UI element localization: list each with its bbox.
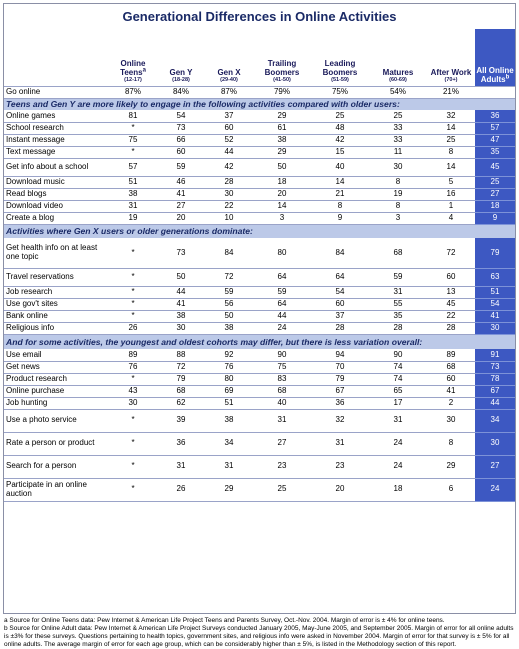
age-range: (51-59) xyxy=(331,76,349,83)
table-cell: 60 xyxy=(205,122,253,134)
row-label: Download video xyxy=(4,200,109,212)
column-header xyxy=(109,29,157,86)
table-cell: 31 xyxy=(157,455,205,478)
table-cell: 9 xyxy=(475,212,515,224)
row-label: Bank online xyxy=(4,310,109,322)
table-cell: 80 xyxy=(253,238,311,268)
column-header xyxy=(369,29,427,86)
table-cell: 45 xyxy=(427,298,475,310)
table-row xyxy=(4,361,515,373)
footnote: a Source for Online Teens data: Pew Internet & American Life Project Teens and Parents Survey, Oct.-Nov. 2004. Margin of error is ± 4% for online teens. xyxy=(4,617,445,624)
table-cell: 18 xyxy=(369,478,427,501)
row-label: Go online xyxy=(4,86,109,98)
table-cell: 50 xyxy=(253,158,311,176)
table-cell: 72 xyxy=(157,361,205,373)
table-cell: 75 xyxy=(253,361,311,373)
column-header xyxy=(427,29,475,86)
section-title: And for some activities, the youngest and oldest cohorts may differ, but there is less variation overall: xyxy=(4,334,515,349)
row-label: Rate a person or product xyxy=(4,432,109,455)
age-range: (70+) xyxy=(444,76,458,83)
row-label: Read blogs xyxy=(4,188,109,200)
table-cell: * xyxy=(109,455,157,478)
table-cell: 1 xyxy=(427,200,475,212)
table-cell: 8 xyxy=(427,146,475,158)
age-range: (60-69) xyxy=(389,76,407,83)
table-cell: 75% xyxy=(311,86,369,98)
table-cell: 87% xyxy=(205,86,253,98)
table-row xyxy=(4,286,515,298)
table-cell: 43 xyxy=(109,385,157,397)
table-cell: 80 xyxy=(205,373,253,385)
table-cell: 37 xyxy=(205,110,253,122)
table-cell: 28 xyxy=(427,322,475,334)
table-cell: 52 xyxy=(205,134,253,146)
table-cell: 36 xyxy=(311,397,369,409)
table-cell: 48 xyxy=(311,122,369,134)
table-cell: * xyxy=(109,146,157,158)
table-row xyxy=(4,200,515,212)
table-cell: 67 xyxy=(311,385,369,397)
table-cell: 68 xyxy=(369,238,427,268)
table-cell: 24 xyxy=(369,455,427,478)
table-cell: 8 xyxy=(369,200,427,212)
table-cell: 59 xyxy=(157,158,205,176)
table-cell: 5 xyxy=(427,176,475,188)
row-label: Get health info on at least one topic xyxy=(4,238,109,268)
table-cell: 4 xyxy=(427,212,475,224)
table-cell: 40 xyxy=(311,158,369,176)
table-cell: 74 xyxy=(369,361,427,373)
row-label: Job hunting xyxy=(4,397,109,409)
table-row xyxy=(4,298,515,310)
table-row xyxy=(4,349,515,361)
table-cell: 22 xyxy=(205,200,253,212)
table-cell: 73 xyxy=(157,122,205,134)
column-header xyxy=(253,29,311,86)
table-cell: 35 xyxy=(369,310,427,322)
table-cell: 50 xyxy=(157,268,205,286)
table-cell: 20 xyxy=(253,188,311,200)
table-cell: 89 xyxy=(109,349,157,361)
table-cell: 84 xyxy=(311,238,369,268)
table-cell: 41 xyxy=(157,188,205,200)
table-cell: 34 xyxy=(475,409,515,432)
row-label: Create a blog xyxy=(4,212,109,224)
header-row xyxy=(4,29,515,86)
row-label: Travel reservations xyxy=(4,268,109,286)
table-cell: 19 xyxy=(369,188,427,200)
section-header-row xyxy=(4,334,515,349)
table-cell: 27 xyxy=(475,188,515,200)
row-label: Text message xyxy=(4,146,109,158)
table-cell: 8 xyxy=(369,176,427,188)
table-cell: 38 xyxy=(157,310,205,322)
table-cell: 46 xyxy=(157,176,205,188)
table-cell: 41 xyxy=(157,298,205,310)
table-cell: 25 xyxy=(369,110,427,122)
table-cell: 27 xyxy=(157,200,205,212)
table-cell: 30 xyxy=(157,322,205,334)
table-cell: 6 xyxy=(427,478,475,501)
table-row xyxy=(4,212,515,224)
table-cell: 59 xyxy=(253,286,311,298)
table-cell: 20 xyxy=(311,478,369,501)
column-header-label: Online Teens xyxy=(120,58,146,77)
table-cell: 61 xyxy=(253,122,311,134)
table-cell: 64 xyxy=(253,268,311,286)
table-cell: 60 xyxy=(427,373,475,385)
table-row xyxy=(4,478,515,501)
table-cell: 35 xyxy=(475,146,515,158)
column-header xyxy=(205,29,253,86)
table-cell: * xyxy=(109,409,157,432)
page-title: Generational Differences in Online Activities xyxy=(122,9,397,24)
table-cell: 31 xyxy=(311,432,369,455)
table-cell: 79 xyxy=(311,373,369,385)
table-cell: 66 xyxy=(157,134,205,146)
table-cell: 36 xyxy=(157,432,205,455)
table-cell: 28 xyxy=(311,322,369,334)
table-cell: 20 xyxy=(157,212,205,224)
table-cell: 29 xyxy=(253,146,311,158)
table-cell: 79 xyxy=(157,373,205,385)
table-row xyxy=(4,188,515,200)
table-cell: 60 xyxy=(427,268,475,286)
table-row xyxy=(4,373,515,385)
table-row xyxy=(4,146,515,158)
table-cell: 72% xyxy=(475,86,515,98)
table-frame xyxy=(3,3,516,614)
table-cell: 42 xyxy=(311,134,369,146)
table-cell: 30 xyxy=(109,397,157,409)
table-cell: 21% xyxy=(427,86,475,98)
table-cell: 26 xyxy=(157,478,205,501)
table-cell: 54 xyxy=(311,286,369,298)
table-cell: 51 xyxy=(475,286,515,298)
table-cell: 44 xyxy=(205,146,253,158)
table-cell: 8 xyxy=(427,432,475,455)
table-row xyxy=(4,322,515,334)
table-cell: 68 xyxy=(157,385,205,397)
table-cell: 62 xyxy=(157,397,205,409)
table-row xyxy=(4,238,515,268)
table-cell: 14 xyxy=(311,176,369,188)
table-cell: 25 xyxy=(475,176,515,188)
table-cell: 90 xyxy=(253,349,311,361)
table-cell: 31 xyxy=(109,200,157,212)
table-row xyxy=(4,122,515,134)
table-cell: * xyxy=(109,298,157,310)
table-cell: 9 xyxy=(311,212,369,224)
table-cell: 73 xyxy=(157,238,205,268)
column-header-label: Trailing Boomers xyxy=(264,58,300,77)
row-label: Online games xyxy=(4,110,109,122)
table-row xyxy=(4,176,515,188)
row-label: Product research xyxy=(4,373,109,385)
table-cell: 81 xyxy=(109,110,157,122)
table-cell: 88 xyxy=(157,349,205,361)
table-cell: 38 xyxy=(253,134,311,146)
table-cell: 28 xyxy=(205,176,253,188)
table-cell: 14 xyxy=(427,122,475,134)
table-cell: 30 xyxy=(369,158,427,176)
table-cell: 2 xyxy=(427,397,475,409)
table-cell: 57 xyxy=(109,158,157,176)
table-cell: 31 xyxy=(369,409,427,432)
table-cell: 45 xyxy=(475,158,515,176)
table-cell: 31 xyxy=(369,286,427,298)
column-header xyxy=(311,29,369,86)
row-label: Participate in an online auction xyxy=(4,478,109,501)
footnotes xyxy=(4,617,516,649)
table-cell: 25 xyxy=(311,110,369,122)
table-cell: 44 xyxy=(157,286,205,298)
table-cell: 32 xyxy=(427,110,475,122)
table-cell: 54% xyxy=(369,86,427,98)
row-label: Religious info xyxy=(4,322,109,334)
table-cell: 84 xyxy=(205,238,253,268)
table-cell: 39 xyxy=(157,409,205,432)
table-cell: 72 xyxy=(205,268,253,286)
column-header-label: Matures xyxy=(382,67,414,77)
section-title: Teens and Gen Y are more likely to engage in the following activities compared with older users: xyxy=(4,98,515,110)
table-cell: 3 xyxy=(253,212,311,224)
table-cell: 76 xyxy=(205,361,253,373)
table-cell: 18 xyxy=(253,176,311,188)
row-label: Instant message xyxy=(4,134,109,146)
table-row xyxy=(4,455,515,478)
table-cell: 8 xyxy=(311,200,369,212)
section-title: Activities where Gen X users or older generations dominate: xyxy=(4,224,515,238)
table-cell: 50 xyxy=(205,310,253,322)
table-cell: 78 xyxy=(475,373,515,385)
table-cell: 68 xyxy=(253,385,311,397)
go-online-row xyxy=(4,86,515,98)
table-cell: * xyxy=(109,238,157,268)
table-cell: 69 xyxy=(205,385,253,397)
column-header-label: All Online Adults xyxy=(476,65,514,84)
row-label: Use email xyxy=(4,349,109,361)
row-label: Job research xyxy=(4,286,109,298)
table-cell: 21 xyxy=(311,188,369,200)
table-cell: 14 xyxy=(427,158,475,176)
table-cell: 60 xyxy=(157,146,205,158)
table-cell: * xyxy=(109,373,157,385)
table-row xyxy=(4,432,515,455)
row-label: Online purchase xyxy=(4,385,109,397)
row-label: Use gov't sites xyxy=(4,298,109,310)
row-label: School research xyxy=(4,122,109,134)
table-cell: 33 xyxy=(369,122,427,134)
row-label: Use a photo service xyxy=(4,409,109,432)
table-cell: * xyxy=(109,310,157,322)
table-row xyxy=(4,134,515,146)
table-cell: 89 xyxy=(427,349,475,361)
table-cell: 87% xyxy=(109,86,157,98)
table-cell: 57 xyxy=(475,122,515,134)
table-cell: 30 xyxy=(427,409,475,432)
table-cell: 37 xyxy=(311,310,369,322)
table-cell: 64 xyxy=(253,298,311,310)
age-range: (29-40) xyxy=(220,76,238,83)
table-cell: 34 xyxy=(205,432,253,455)
table-cell: 41 xyxy=(427,385,475,397)
table-cell: 38 xyxy=(205,409,253,432)
table-cell: 13 xyxy=(427,286,475,298)
header-blank xyxy=(4,29,109,86)
table-cell: 84% xyxy=(157,86,205,98)
table-cell: 30 xyxy=(205,188,253,200)
table-cell: 73 xyxy=(475,361,515,373)
age-range: (18-28) xyxy=(172,76,190,83)
column-header-label: Leading Boomers xyxy=(322,58,358,77)
section-header-row xyxy=(4,224,515,238)
activities-table xyxy=(4,29,515,502)
table-cell: 24 xyxy=(369,432,427,455)
table-row xyxy=(4,397,515,409)
table-cell: 60 xyxy=(311,298,369,310)
table-row xyxy=(4,268,515,286)
table-cell: 33 xyxy=(369,134,427,146)
table-row xyxy=(4,110,515,122)
row-label: Download music xyxy=(4,176,109,188)
row-label: Get news xyxy=(4,361,109,373)
table-cell: 94 xyxy=(311,349,369,361)
table-cell: 16 xyxy=(427,188,475,200)
table-cell: 56 xyxy=(205,298,253,310)
table-row xyxy=(4,409,515,432)
age-range: (12-17) xyxy=(124,76,142,83)
row-label: Search for a person xyxy=(4,455,109,478)
row-label: Get info about a school xyxy=(4,158,109,176)
table-cell: 91 xyxy=(475,349,515,361)
column-header-label: Gen Y xyxy=(169,67,193,77)
footnote-marker: b xyxy=(505,73,510,80)
table-cell: 23 xyxy=(311,455,369,478)
table-cell: 70 xyxy=(311,361,369,373)
table-cell: 17 xyxy=(369,397,427,409)
table-cell: 26 xyxy=(109,322,157,334)
table-cell: 18 xyxy=(475,200,515,212)
table-cell: 24 xyxy=(253,322,311,334)
table-cell: * xyxy=(109,432,157,455)
table-row xyxy=(4,310,515,322)
table-row xyxy=(4,385,515,397)
table-cell: 30 xyxy=(475,432,515,455)
footnote: b Source for Online Adult data: Pew Internet & American Life Project Surveys conducted January 2005, May-June 2005, and September 2005. Margin of error for all online adults is ±3% for these surveys. Questions pertaining to health topics, government sites, and religious info were asked in November 2004. Margin of error for that survey is ± 5% for all online adults. The average margin of error for each age group, which can be considerably higher than ± 5%, is listed in the Methodology section of this report. xyxy=(4,625,514,649)
table-cell: 47 xyxy=(475,134,515,146)
table-cell: 64 xyxy=(311,268,369,286)
table-cell: 24 xyxy=(475,478,515,501)
table-cell: * xyxy=(109,268,157,286)
table-cell: 15 xyxy=(311,146,369,158)
table-cell: 59 xyxy=(369,268,427,286)
footnote-marker: a xyxy=(142,66,146,73)
table-cell: 3 xyxy=(369,212,427,224)
table-cell: 44 xyxy=(475,397,515,409)
table-cell: 54 xyxy=(475,298,515,310)
table-cell: 83 xyxy=(253,373,311,385)
table-cell: 65 xyxy=(369,385,427,397)
table-cell: 90 xyxy=(369,349,427,361)
table-cell: 27 xyxy=(475,455,515,478)
table-cell: 92 xyxy=(205,349,253,361)
table-cell: * xyxy=(109,286,157,298)
table-cell: 31 xyxy=(205,455,253,478)
table-cell: 11 xyxy=(369,146,427,158)
table-cell: 76 xyxy=(109,361,157,373)
table-cell: 32 xyxy=(311,409,369,432)
table-cell: * xyxy=(109,478,157,501)
table-cell: 25 xyxy=(253,478,311,501)
table-cell: 54 xyxy=(157,110,205,122)
table-row xyxy=(4,158,515,176)
table-cell: 14 xyxy=(253,200,311,212)
table-cell: 75 xyxy=(109,134,157,146)
table-cell: 55 xyxy=(369,298,427,310)
table-cell: 23 xyxy=(253,455,311,478)
column-header-label: Gen X xyxy=(217,67,241,77)
table-cell: 68 xyxy=(427,361,475,373)
section-header-row xyxy=(4,98,515,110)
table-cell: 29 xyxy=(253,110,311,122)
column-header xyxy=(157,29,205,86)
table-cell: 72 xyxy=(427,238,475,268)
table-cell: 79 xyxy=(475,238,515,268)
table-cell: 79% xyxy=(253,86,311,98)
table-cell: 10 xyxy=(205,212,253,224)
table-cell: 29 xyxy=(205,478,253,501)
column-header-label: After Work xyxy=(430,67,472,77)
table-cell: 38 xyxy=(205,322,253,334)
table-cell: 42 xyxy=(205,158,253,176)
table-cell: 22 xyxy=(427,310,475,322)
table-cell: 38 xyxy=(109,188,157,200)
table-cell: 74 xyxy=(369,373,427,385)
table-cell: 31 xyxy=(253,409,311,432)
table-cell: 51 xyxy=(205,397,253,409)
table-cell: 59 xyxy=(205,286,253,298)
table-cell: 30 xyxy=(475,322,515,334)
table-cell: 41 xyxy=(475,310,515,322)
table-cell: 28 xyxy=(369,322,427,334)
age-range: (41-50) xyxy=(273,76,291,83)
table-cell: 25 xyxy=(427,134,475,146)
table-cell: 40 xyxy=(253,397,311,409)
table-cell: 29 xyxy=(427,455,475,478)
table-cell: * xyxy=(109,122,157,134)
table-cell: 63 xyxy=(475,268,515,286)
table-cell: 36 xyxy=(475,110,515,122)
table-cell: 44 xyxy=(253,310,311,322)
column-header xyxy=(475,29,515,86)
table-cell: 67 xyxy=(475,385,515,397)
table-cell: 19 xyxy=(109,212,157,224)
table-cell: 27 xyxy=(253,432,311,455)
table-cell: 51 xyxy=(109,176,157,188)
